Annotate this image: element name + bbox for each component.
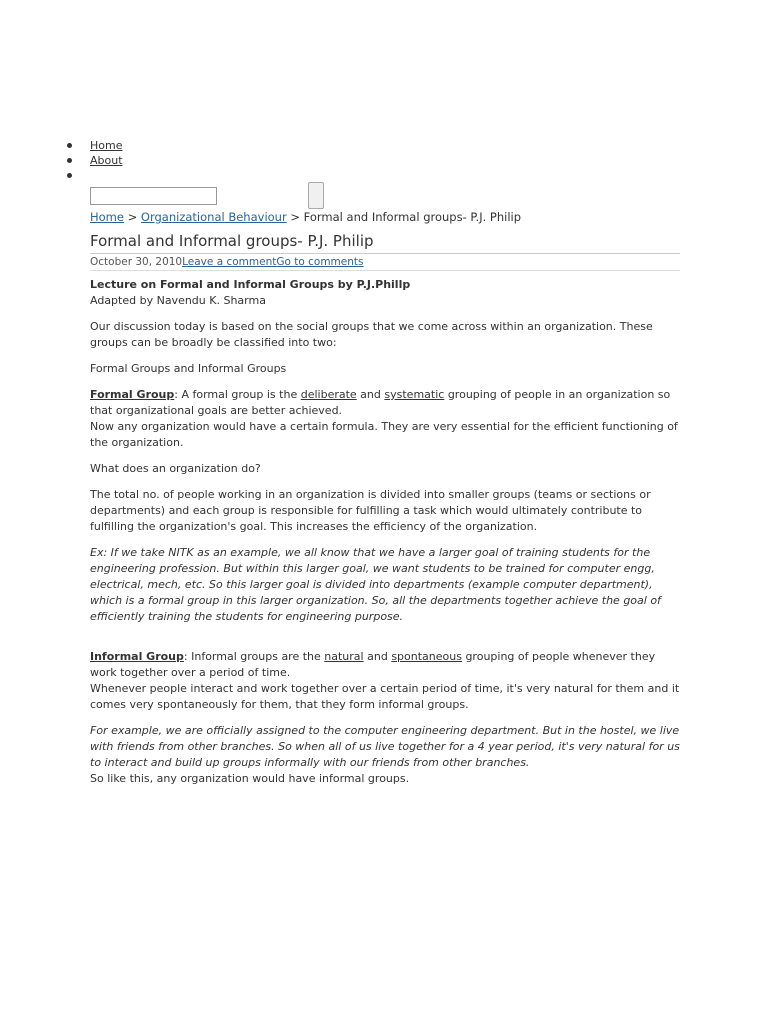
lecture-heading: Lecture on Formal and Informal Groups by P.J.Phillp — [90, 278, 411, 291]
breadcrumb-separator: > — [290, 210, 300, 224]
example-2-text: For example, we are officially assigned to the computer engineering department. But in the hostel, we live with friends from other branches. So when all of us live together for a 4 year period, it's very natural for us to interact and build up groups informally with our friends from other branches. — [90, 724, 680, 769]
question-paragraph: What does an organization do? — [90, 462, 261, 475]
nav-item-empty — [0, 168, 123, 183]
bullet-icon — [67, 158, 72, 163]
nav-item-home — [0, 138, 123, 153]
breadcrumb-category-link[interactable]: Organizational Behaviour — [140, 210, 287, 224]
breadcrumb-separator: > — [127, 210, 138, 224]
post-date: October 30, 2010 — [90, 256, 183, 268]
deliberate-word: deliberate — [300, 388, 357, 401]
breadcrumb-home-link[interactable]: Home — [90, 210, 124, 224]
formal-group-term: Formal Group — [90, 388, 175, 401]
informal-group-term: Informal Group — [90, 650, 184, 663]
adapted-by: Adapted by Navendu K. Sharma — [90, 294, 266, 307]
intro-paragraph: Our discussion today is based on the social groups that we come across within an organization. These groups can be broadly be classified into two: — [90, 320, 653, 349]
bullet-icon — [67, 173, 72, 178]
systematic-word: systematic — [384, 388, 445, 401]
post-meta — [90, 256, 680, 271]
text-span: and — [363, 650, 392, 663]
bullet-icon — [67, 143, 72, 148]
spacer — [90, 635, 680, 649]
formal-group-line2: Now any organization would have a certain formula. They are very essential for the efficient functioning of the organization. — [90, 420, 678, 449]
go-to-comments-link[interactable]: Go to comments — [276, 256, 364, 268]
search-button[interactable] — [308, 182, 324, 209]
text-span: grouping of people in an organization so that organizational goals are better achieved. — [90, 388, 671, 417]
example-paragraph-1: Ex: If we take NITK as an example, we all know that we have a larger goal of training students for the engineering profession. But within this larger goal, we want students to be trained for computer engg, electrical, mech, etc. So this larger goal is divided into departments (example computer department), which is a formal group in this larger organization. So, all the departments together achieve the goal of efficiently training the students for engineering purpose. — [90, 546, 661, 623]
text-span: and — [356, 388, 385, 401]
nav-link-about[interactable]: About — [90, 154, 123, 167]
spontaneous-word: spontaneous — [391, 650, 462, 663]
informal-group-paragraph — [90, 649, 680, 713]
text-span: : A formal group is the — [174, 388, 301, 401]
formal-group-paragraph — [90, 387, 680, 451]
example-paragraph-2 — [90, 723, 680, 787]
natural-word: natural — [324, 650, 364, 663]
post-title: Formal and Informal groups- P.J. Philip — [90, 232, 680, 254]
closing-text: So like this, any organization would have informal groups. — [90, 772, 410, 785]
group-types: Formal Groups and Informal Groups — [90, 362, 287, 375]
nav-item-about — [0, 153, 123, 168]
text-span: : Informal groups are the — [183, 650, 325, 663]
nav-link-home[interactable]: Home — [90, 139, 123, 152]
total-paragraph: The total no. of people working in an organization is divided into smaller groups (teams or sections or departments) and each group is responsible for fulfilling a task which would ultimately contribute to fulfilling the organization's goal. This increases the efficiency of the organization. — [90, 488, 651, 533]
text-span: grouping of people whenever they work together over a period of time. — [90, 650, 656, 679]
top-nav — [0, 138, 123, 183]
breadcrumb — [90, 210, 521, 224]
leave-comment-link[interactable]: Leave a comment — [182, 256, 277, 268]
breadcrumb-current: Formal and Informal groups- P.J. Philip — [303, 210, 522, 224]
informal-group-line2: Whenever people interact and work together over a certain period of time, it's very natural for them and it comes very spontaneously for them, that they form informal groups. — [90, 682, 680, 711]
post-content — [90, 232, 680, 797]
search-input[interactable] — [90, 187, 217, 205]
